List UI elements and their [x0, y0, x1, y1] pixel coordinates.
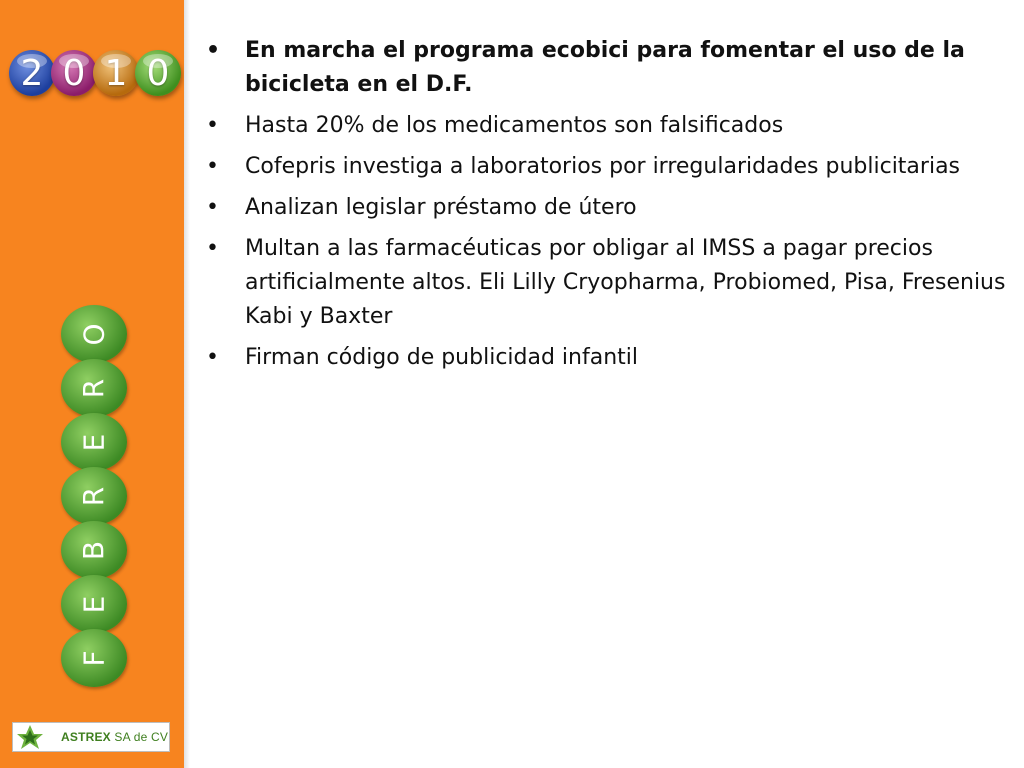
- month-letter: E: [77, 433, 111, 451]
- month-letter: B: [77, 540, 111, 560]
- month-letter-ball: [61, 575, 127, 633]
- month-letter-ball: [61, 629, 127, 687]
- year-digit: 0: [146, 52, 170, 94]
- month-letter: O: [77, 322, 111, 346]
- bullet-item: • Cofepris investiga a laboratorios por irregularidades publicitarias: [206, 150, 1006, 184]
- year-digit: 1: [104, 52, 128, 94]
- month-letter-ball: [61, 521, 127, 579]
- month-letter-ball: [61, 305, 127, 363]
- year-digit-ball: [51, 50, 97, 96]
- month-letter-ball: [61, 359, 127, 417]
- bullet-item: • Multan a las farmacéuticas por obligar al IMSS a pagar precios artificialmente altos. Eli Lilly Cryopharma, Probiomed, Pisa, Fresenius Kabi y Baxter: [206, 232, 1006, 334]
- month-label: [61, 305, 127, 687]
- month-letter: R: [77, 378, 111, 398]
- year-digit-ball: [9, 50, 55, 96]
- bullet-content: [206, 34, 1006, 382]
- year-badge: [9, 50, 179, 104]
- year-digit: 2: [20, 52, 44, 94]
- year-digit-ball: [93, 50, 139, 96]
- logo-suffix: SA de CV: [114, 730, 169, 744]
- logo-text: [61, 730, 168, 744]
- sidebar-divider: [184, 0, 190, 768]
- bullet-item: • Hasta 20% de los medicamentos son falsificados: [206, 109, 1006, 143]
- month-letter-ball: [61, 467, 127, 525]
- bullet-item: • Firman código de publicidad infantil: [206, 341, 1006, 375]
- year-digit: 0: [62, 52, 86, 94]
- month-letter-ball: [61, 413, 127, 471]
- logo-name: ASTREX: [61, 730, 111, 744]
- month-letter: E: [77, 595, 111, 613]
- year-digit-ball: [135, 50, 181, 96]
- bullet-item: • Analizan legislar préstamo de útero: [206, 191, 1006, 225]
- astrex-star-icon: [15, 723, 45, 751]
- bullet-item: • En marcha el programa ecobici para fomentar el uso de la bicicleta en el D.F.: [206, 34, 1006, 102]
- month-letter: F: [77, 649, 111, 667]
- month-letter: R: [77, 486, 111, 506]
- sidebar: [0, 0, 184, 768]
- bullet-list: [206, 34, 1006, 375]
- company-logo: [12, 722, 170, 752]
